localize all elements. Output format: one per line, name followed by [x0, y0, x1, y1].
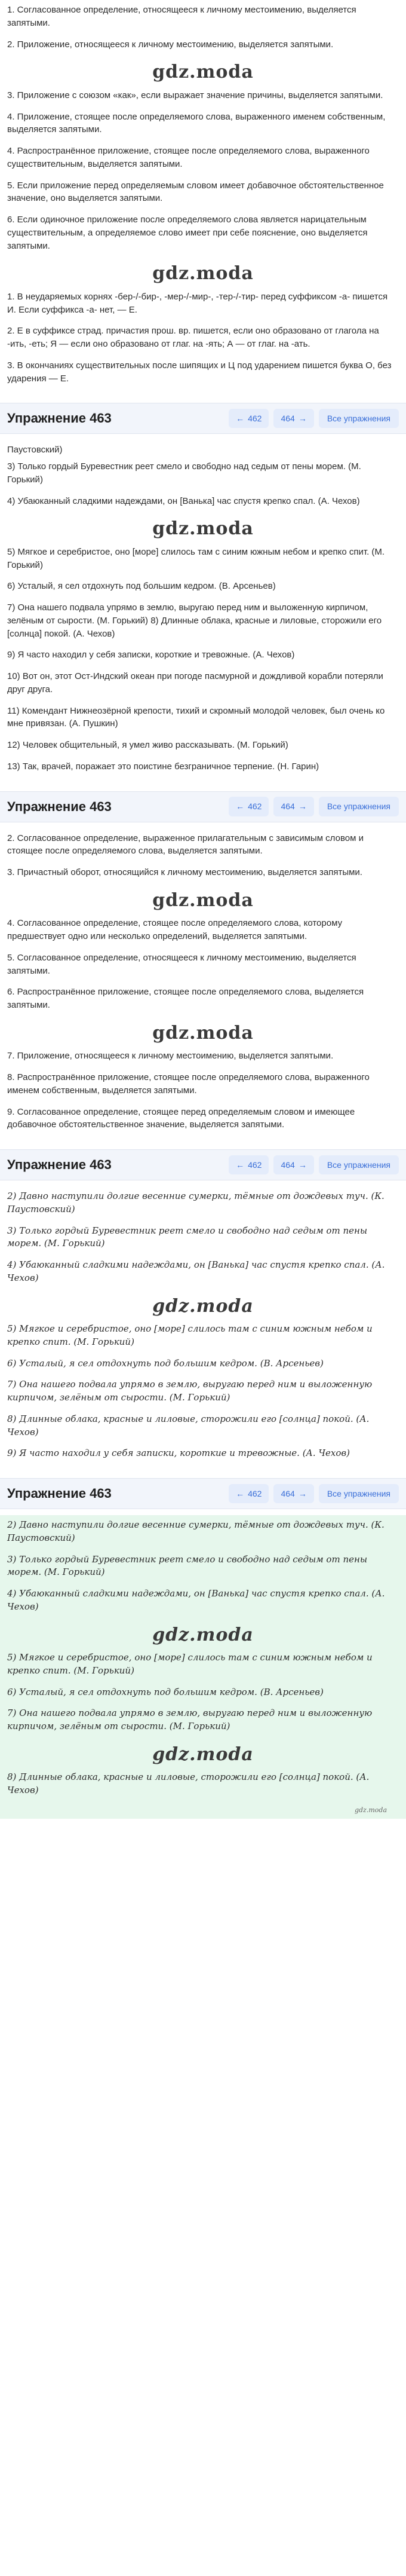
- sentence-line: 3) Только гордый Буревестник реет смело и свободно над седым от пены морем. (М. Горький): [7, 1225, 368, 1249]
- rule-line: 6. Если одиночное приложение после определяемого слова является нарицательным существительным, а определяемое слово имеет при себе пояснение, оно выделяется запятыми.: [7, 215, 368, 251]
- exercise-nav-bar: [0, 1478, 406, 1509]
- rule-line: 9. Согласованное определение, стоящее перед определяемым словом и имеющее добавочное обстоятельственное значение, выделяется запятыми.: [7, 1106, 355, 1130]
- arrow-right-icon: →: [298, 414, 307, 424]
- sentence-line: 5) Мягкое и серебристое, оно [море] слилось там с синим южным небом и крепко спит. (М. Горький): [7, 1323, 373, 1347]
- rule-line: 5. Если приложение перед определяемым словом имеет добавочное обстоятельственное значение, оно выделяется запятыми.: [7, 180, 384, 204]
- exercise-nav: [229, 797, 399, 816]
- sentence-line: 13) Так, врачей, поражает это поистине безграничное терпение. (Н. Гарин): [7, 761, 319, 772]
- rule-line: 2. Е в суффиксе страд. причастия прош. вр. пишется, если оно образовано от глагола на -ить, -еть; Я — если оно образовано от глаг. на -ять; А — от глаг. на -ать.: [7, 326, 379, 349]
- rule-line: 5. Согласованное определение, относящееся к личному местоимению, выделяется запятыми.: [7, 952, 356, 976]
- watermark: gdz.moda: [152, 1743, 254, 1765]
- sentence-line: 6) Усталый, я сел отдохнуть под большим кедром. (В. Арсеньев): [7, 1357, 324, 1369]
- rule-line: 3. Приложение с союзом «как», если выражает значение причины, выделяется запятыми.: [7, 90, 383, 100]
- next-exercise-button[interactable]: [273, 1484, 313, 1503]
- arrow-left-icon: ←: [236, 414, 245, 424]
- exercise-2-content: [0, 828, 406, 1144]
- watermark: gdz.moda: [152, 889, 254, 911]
- prev-exercise-button[interactable]: [229, 409, 269, 428]
- sentence-line: 4) Убаюканный сладкими надеждами, он [Ванька] час спустя крепко спал. (А. Чехов): [7, 1259, 385, 1283]
- watermark: gdz.moda: [152, 518, 254, 540]
- rule-line: 8. Распространённое приложение, стоящее после определяемого слова, выраженного именем собственным, выделяется запятыми.: [7, 1072, 370, 1096]
- exercise-1-content: [0, 440, 406, 785]
- exercise-title: Упражнение 463: [7, 1486, 112, 1501]
- exercise-nav: [229, 1484, 399, 1503]
- rule-line: 3. Причастный оборот, относящийся к личному местоимению, выделяется запятыми.: [7, 867, 362, 877]
- sentence-line: 2) Давно наступили долгие весенние сумерки, тёмные от дождевых туч. (К. Паустовский): [7, 1191, 385, 1214]
- next-label: 464: [281, 1488, 295, 1498]
- rule-line: 6. Распространённое приложение, стоящее после определяемого слова, выделяется запятыми.: [7, 987, 364, 1010]
- sentence-line: 6) Усталый, я сел отдохнуть под большим кедром. (В. Арсеньев): [7, 581, 276, 592]
- all-exercises-button[interactable]: Все упражнения: [319, 797, 399, 816]
- sentence-line: 7) Она нашего подвала упрямо в землю, выругаю перед ним и выложенную кирпичом, зелёным от сырости. (М. Горький): [7, 1379, 373, 1403]
- next-exercise-button[interactable]: [273, 797, 313, 816]
- arrow-right-icon: →: [298, 1488, 307, 1498]
- next-label: 464: [281, 1159, 295, 1170]
- rule-line: 4. Приложение, стоящее после определяемого слова, выраженного именем собственным, выделяется запятыми.: [7, 111, 386, 135]
- prev-label: 462: [248, 1488, 262, 1498]
- sentence-line: 4) Убаюканный сладкими надеждами, он [Ванька] час спустя крепко спал. (А. Чехов): [7, 495, 360, 506]
- sentence-line: 10) Вот он, этот Ост-Индский океан при погоде пасмурной и дождливой корабли потеряли друг друга.: [7, 671, 383, 695]
- sentence-line: 6) Усталый, я сел отдохнуть под большим кедром. (В. Арсеньев): [7, 1686, 324, 1697]
- all-exercises-button[interactable]: Все упражнения: [319, 1155, 399, 1174]
- sentence-line: 12) Человек общительный, я умел живо рассказывать. (М. Горький): [7, 740, 288, 750]
- arrow-right-icon: →: [298, 801, 307, 812]
- sentence-line: 8) Длинные облака, красные и лиловые, сторожили его [солнца] покой. (А. Чехов): [7, 1772, 370, 1795]
- exercise-title: Упражнение 463: [7, 1157, 112, 1173]
- sentence-line: 5) Мягкое и серебристое, оно [море] слилось там с синим южным небом и крепко спит. (М. Горький): [7, 1652, 373, 1676]
- sentence-line: 7) Она нашего подвала упрямо в землю, выругаю перед ним и выложенную кирпичом, зелёным от сырости. (М. Горький): [7, 1708, 373, 1731]
- prev-label: 462: [248, 414, 262, 424]
- prev-exercise-button[interactable]: [229, 1155, 269, 1174]
- sentence-line: 5) Мягкое и серебристое, оно [море] слилось там с синим южным небом и крепко спит. (М. Горький): [7, 546, 385, 570]
- prev-label: 462: [248, 801, 262, 812]
- prev-exercise-button[interactable]: [229, 1484, 269, 1503]
- exercise-title: Упражнение 463: [7, 411, 112, 426]
- rule-line: 1. Согласованное определение, относящееся к личному местоимению, выделяется запятыми.: [7, 5, 356, 28]
- sentence-line: 7) Она нашего подвала упрямо в землю, выругаю перед ним и выложенную кирпичом, зелёным от сырости. (М. Горький) 8) Длинные облака, красные и лиловые, сторожили его [солнца] покой. (А. Чехов): [7, 602, 382, 639]
- sentence-line: Паустовский): [7, 445, 63, 455]
- sentence-line: 3) Только гордый Буревестник реет смело и свободно над седым от пены морем. (М. Горький): [7, 1553, 368, 1578]
- watermark: gdz.moda: [152, 1295, 254, 1317]
- watermark: gdz.moda: [152, 62, 254, 83]
- all-exercises-button[interactable]: Все упражнения: [319, 1484, 399, 1503]
- rule-line: 4. Согласованное определение, стоящее после определяемого слова, которому предшествует одно или несколько определений, выделяется запятыми.: [7, 918, 343, 941]
- sentence-line: 2) Давно наступили долгие весенние сумерки, тёмные от дождевых туч. (К. Паустовский): [7, 1519, 385, 1543]
- prev-label: 462: [248, 1159, 262, 1170]
- exercise-4-content: [0, 1515, 406, 1819]
- exercise-nav: [229, 1155, 399, 1174]
- watermark: gdz.moda: [152, 1624, 254, 1645]
- all-exercises-button[interactable]: Все упражнения: [319, 409, 399, 428]
- prev-exercise-button[interactable]: [229, 797, 269, 816]
- rule-line: 1. В неударяемых корнях -бер-/-бир-, -мер-/-мир-, -тер-/-тир- перед суффиксом -а- пишется И. Если суффикса -а- нет, — Е.: [7, 291, 388, 315]
- exercise-nav-bar: [0, 403, 406, 434]
- rule-line: 7. Приложение, относящееся к личному местоимению, выделяется запятыми.: [7, 1051, 334, 1061]
- arrow-right-icon: →: [298, 1159, 307, 1170]
- exercise-nav-bar: [0, 1149, 406, 1180]
- exercise-3-content: [0, 1186, 406, 1472]
- arrow-left-icon: ←: [236, 801, 245, 812]
- exercise-title: Упражнение 463: [7, 799, 112, 814]
- arrow-left-icon: ←: [236, 1159, 245, 1170]
- exercise-nav-bar: [0, 791, 406, 822]
- sentence-line: 4) Убаюканный сладкими надеждами, он [Ванька] час спустя крепко спал. (А. Чехов): [7, 1588, 385, 1612]
- next-exercise-button[interactable]: [273, 409, 313, 428]
- rule-line: 4. Распространённое приложение, стоящее после определяемого слова, выраженного существительным, выделяется запятыми.: [7, 146, 370, 169]
- sentence-line: 3) Только гордый Буревестник реет смело и свободно над седым от пены морем. (М. Горький): [7, 461, 361, 485]
- next-label: 464: [281, 801, 295, 812]
- rule-line: 2. Согласованное определение, выраженное прилагательным с зависимым словом и стоящее после определяемого слова, выделяется запятыми.: [7, 833, 364, 856]
- sentence-line: 9) Я часто находил у себя записки, короткие и тревожные. (А. Чехов): [7, 1448, 350, 1459]
- rule-line: 2. Приложение, относящееся к личному местоимению, выделяется запятыми.: [7, 39, 334, 50]
- watermark-small: gdz.moda: [354, 1806, 387, 1814]
- watermark: gdz.moda: [152, 1022, 254, 1044]
- sentence-line: 9) Я часто находил у себя записки, короткие и тревожные. (А. Чехов): [7, 650, 295, 660]
- next-label: 464: [281, 414, 295, 424]
- sentence-line: 8) Длинные облака, красные и лиловые, сторожили его [солнца] покой. (А. Чехов): [7, 1413, 370, 1437]
- exercise-nav: [229, 409, 399, 428]
- sentence-line: 11) Комендант Нижнеозёрной крепости, тихий и скромный молодой человек, был очень ко мне привязан. (А. Пушкин): [7, 705, 385, 729]
- watermark: gdz.moda: [152, 263, 254, 284]
- next-exercise-button[interactable]: [273, 1155, 313, 1174]
- rules-section: [0, 0, 406, 397]
- rule-line: 3. В окончаниях существительных после шипящих и Ц под ударением пишется буква О, без ударения — Е.: [7, 360, 392, 384]
- arrow-left-icon: ←: [236, 1488, 245, 1498]
